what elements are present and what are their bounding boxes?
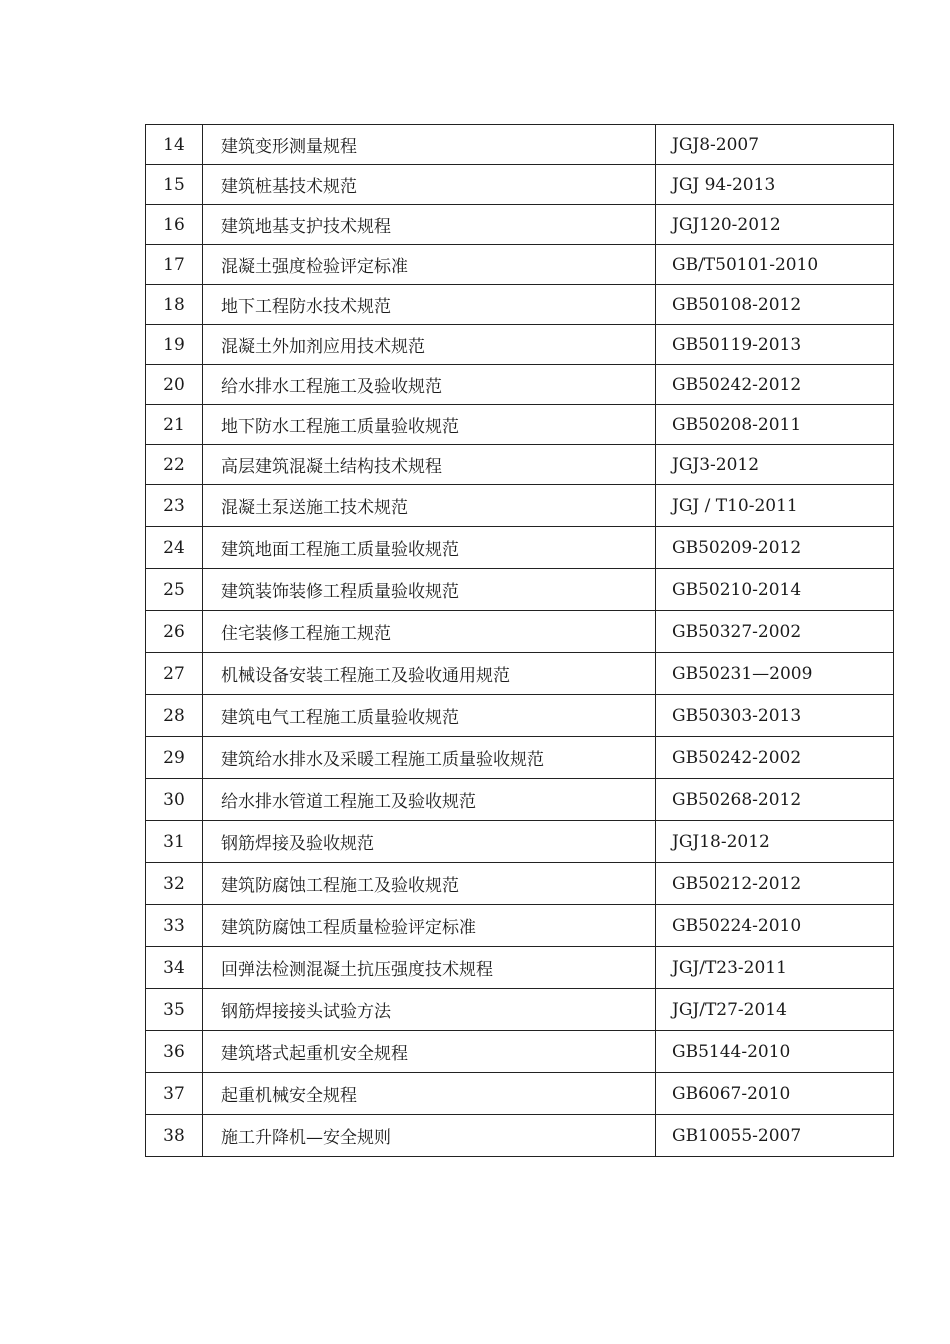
standard-code: JGJ / T10-2011 (656, 485, 894, 527)
table-row (146, 821, 894, 863)
row-number: 15 (146, 165, 203, 205)
row-number: 32 (146, 863, 203, 905)
table-row (146, 569, 894, 611)
standard-code: GB50208-2011 (656, 405, 894, 445)
row-number: 27 (146, 653, 203, 695)
standard-name: 机械设备安装工程施工及验收通用规范 (203, 653, 656, 695)
standard-name: 混凝土泵送施工技术规范 (203, 485, 656, 527)
row-number: 21 (146, 405, 203, 445)
row-number: 37 (146, 1073, 203, 1115)
standard-name: 混凝土强度检验评定标准 (203, 245, 656, 285)
row-number: 34 (146, 947, 203, 989)
row-number: 18 (146, 285, 203, 325)
table-row (146, 863, 894, 905)
standard-code: GB50268-2012 (656, 779, 894, 821)
standard-code: GB50212-2012 (656, 863, 894, 905)
standard-name: 建筑塔式起重机安全规程 (203, 1031, 656, 1073)
standard-code: GB50224-2010 (656, 905, 894, 947)
standard-name: 建筑地基支护技术规程 (203, 205, 656, 245)
table-row (146, 285, 894, 325)
standard-name: 建筑防腐蚀工程施工及验收规范 (203, 863, 656, 905)
standard-code: GB50242-2002 (656, 737, 894, 779)
table-row (146, 779, 894, 821)
standard-code: GB50119-2013 (656, 325, 894, 365)
standard-code: JGJ8-2007 (656, 125, 894, 165)
standard-code: JGJ/T27-2014 (656, 989, 894, 1031)
standard-name: 建筑给水排水及采暖工程施工质量验收规范 (203, 737, 656, 779)
row-number: 25 (146, 569, 203, 611)
table-row (146, 205, 894, 245)
table-row (146, 1115, 894, 1157)
standard-name: 建筑电气工程施工质量验收规范 (203, 695, 656, 737)
table-row (146, 737, 894, 779)
table-row (146, 611, 894, 653)
standard-name: 起重机械安全规程 (203, 1073, 656, 1115)
standards-table-body (146, 125, 894, 1157)
standard-name: 地下防水工程施工质量验收规范 (203, 405, 656, 445)
standard-code: GB50303-2013 (656, 695, 894, 737)
standard-code: GB/T50101-2010 (656, 245, 894, 285)
standard-code: GB10055-2007 (656, 1115, 894, 1157)
standard-name: 建筑变形测量规程 (203, 125, 656, 165)
row-number: 33 (146, 905, 203, 947)
standard-name: 建筑装饰装修工程质量验收规范 (203, 569, 656, 611)
table-row (146, 365, 894, 405)
standard-code: GB50209-2012 (656, 527, 894, 569)
table-row (146, 947, 894, 989)
row-number: 24 (146, 527, 203, 569)
standard-name: 钢筋焊接接头试验方法 (203, 989, 656, 1031)
row-number: 17 (146, 245, 203, 285)
standard-name: 建筑防腐蚀工程质量检验评定标准 (203, 905, 656, 947)
row-number: 28 (146, 695, 203, 737)
standard-name: 给水排水工程施工及验收规范 (203, 365, 656, 405)
standard-code: GB50231—2009 (656, 653, 894, 695)
standard-name: 建筑地面工程施工质量验收规范 (203, 527, 656, 569)
standard-name: 地下工程防水技术规范 (203, 285, 656, 325)
row-number: 36 (146, 1031, 203, 1073)
standard-code: JGJ120-2012 (656, 205, 894, 245)
row-number: 30 (146, 779, 203, 821)
table-row (146, 653, 894, 695)
table-row (146, 325, 894, 365)
table-row (146, 245, 894, 285)
table-row (146, 1031, 894, 1073)
table-row (146, 125, 894, 165)
standard-name: 钢筋焊接及验收规范 (203, 821, 656, 863)
standard-name: 施工升降机—安全规则 (203, 1115, 656, 1157)
row-number: 29 (146, 737, 203, 779)
row-number: 20 (146, 365, 203, 405)
row-number: 26 (146, 611, 203, 653)
standard-code: JGJ3-2012 (656, 445, 894, 485)
standard-name: 给水排水管道工程施工及验收规范 (203, 779, 656, 821)
standard-code: GB6067-2010 (656, 1073, 894, 1115)
row-number: 38 (146, 1115, 203, 1157)
table-row (146, 445, 894, 485)
standards-table (145, 124, 894, 1157)
row-number: 19 (146, 325, 203, 365)
row-number: 35 (146, 989, 203, 1031)
table-row (146, 695, 894, 737)
table-row (146, 1073, 894, 1115)
standard-name: 回弹法检测混凝土抗压强度技术规程 (203, 947, 656, 989)
standard-code: GB50210-2014 (656, 569, 894, 611)
table-row (146, 405, 894, 445)
table-row (146, 527, 894, 569)
row-number: 31 (146, 821, 203, 863)
standard-name: 混凝土外加剂应用技术规范 (203, 325, 656, 365)
standard-code: GB5144-2010 (656, 1031, 894, 1073)
row-number: 22 (146, 445, 203, 485)
table-row (146, 989, 894, 1031)
standard-code: JGJ/T23-2011 (656, 947, 894, 989)
standard-code: GB50327-2002 (656, 611, 894, 653)
row-number: 14 (146, 125, 203, 165)
row-number: 16 (146, 205, 203, 245)
table-row (146, 485, 894, 527)
standard-name: 高层建筑混凝土结构技术规程 (203, 445, 656, 485)
standard-code: JGJ18-2012 (656, 821, 894, 863)
standard-name: 建筑桩基技术规范 (203, 165, 656, 205)
row-number: 23 (146, 485, 203, 527)
table-row (146, 905, 894, 947)
standard-name: 住宅装修工程施工规范 (203, 611, 656, 653)
standard-code: GB50108-2012 (656, 285, 894, 325)
table-row (146, 165, 894, 205)
standard-code: JGJ 94-2013 (656, 165, 894, 205)
standard-code: GB50242-2012 (656, 365, 894, 405)
